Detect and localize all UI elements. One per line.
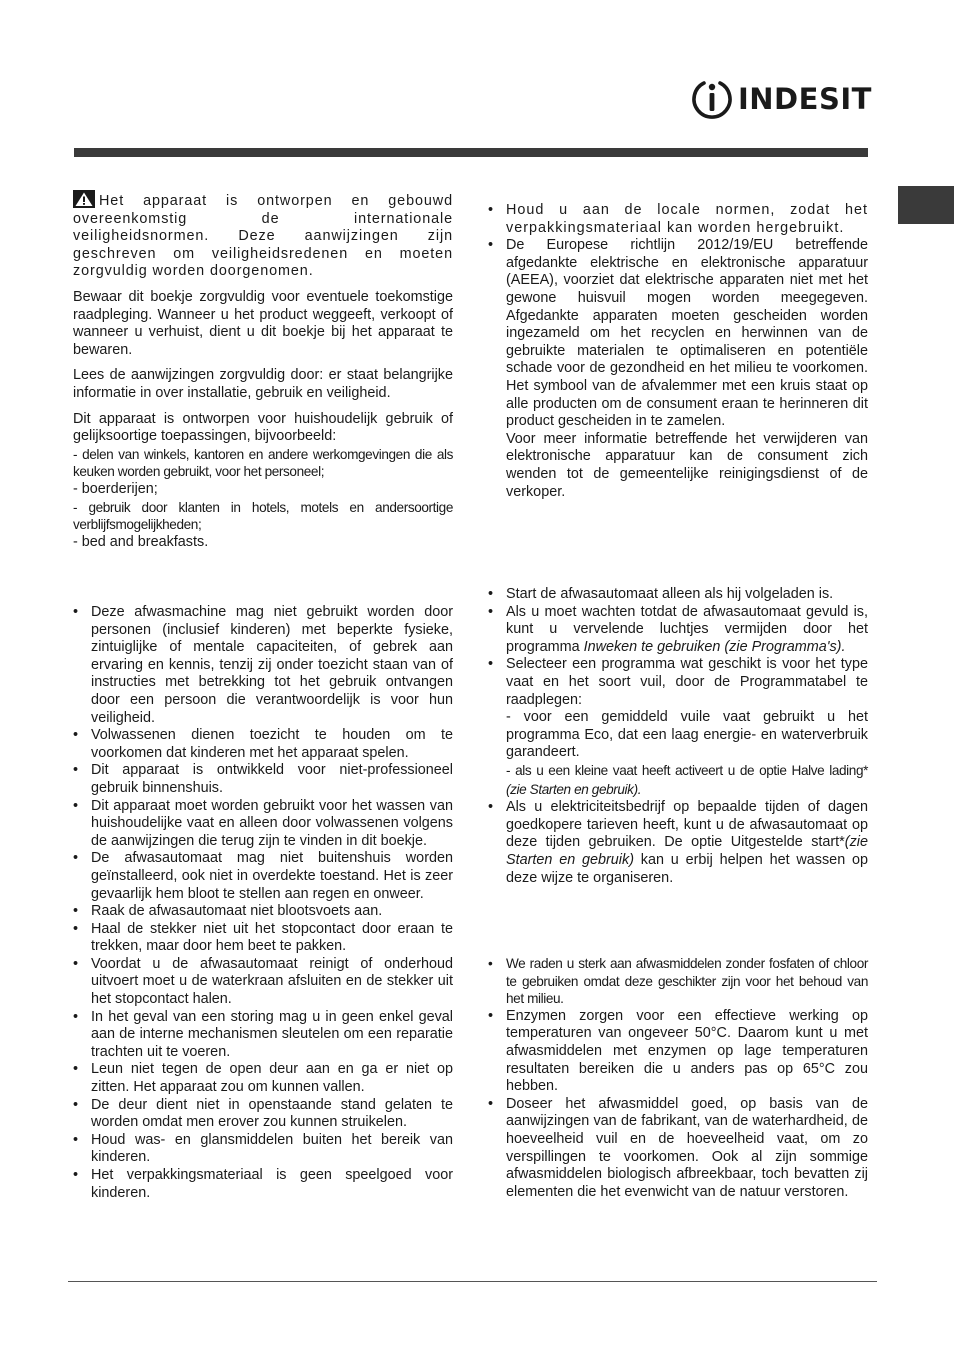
saving-text: kan u erbij helpen het wassen op deze wijze te organiseren.	[506, 851, 868, 886]
weee-text: De Europese richtlijn 2012/19/EU betreffende afgedankte elektrische en elektronische apparatuur (AEEA), voorziet dat elektrische apparaten niet met het gewone huisvuil mogen worden meegegeven. Afgedankte apparaten moeten gescheiden worden ingezameld om het recyclen en herwinnen van de gebruikte materialen te optimaliseren en potentiële schade voor de gezondheid en het milieu te voorkomen. Het symbool van de afvalemmer met een kruis staat op alle producten om de consument eraan te herinneren dit product gescheiden in te zamelen.	[506, 237, 868, 430]
disposal-item	[488, 237, 868, 501]
safety-item: • Volwassenen dienen toezicht te houden om te voorkomen dat kinderen met het apparaat spelen.	[73, 727, 453, 762]
energy-saving-list	[488, 586, 868, 887]
disposal-item: • Houd u aan de locale normen, zodat het verpakkingsmateriaal kan worden hergebruikt.	[488, 202, 868, 237]
safety-item: • De afwasautomaat mag niet buitenshuis worden geïnstalleerd, ook niet in overdekte toestand. Het is zeer gevaarlijk hem bloot te stellen aan regen en onweer.	[73, 850, 453, 903]
saving-item	[488, 799, 868, 887]
saving-sub: - voor een gemiddeld vuile vaat gebruikt u het programma Eco, dat een laag energie- en waterverbruik garandeert.	[506, 709, 868, 761]
saving-text: Als u elektriciteitsbedrijf op bepaalde tijden of dagen goedkopere tarieven heeft, kunt u de afwasautomaat op deze tijden gebruiken. De optie Uitgestelde start*	[506, 799, 868, 851]
safety-item: • De deur dient niet in openstaande stand gelaten te worden omdat men erover zou kunnen struikelen.	[73, 1097, 453, 1132]
safety-item: • Deze afwasmachine mag niet gebruikt worden door personen (inclusief kinderen) met beperkte fysieke, zintuiglijke of mentale capaciteiten, of gebrek aan ervaring en kennis, tenzij zij onder toezicht staan van of instructies met betrekking tot het gebruik ontvangen door een persoon die verantwoordelijk is voor hun veiligheid.	[73, 604, 453, 727]
read-instructions-paragraph: Lees de aanwijzingen zorgvuldig door: er staat belangrijke informatie in over installatie, gebruik en veiligheid.	[73, 367, 453, 401]
intro-paragraph	[73, 190, 453, 281]
saving-ref: (zie Starten en gebruik)	[506, 834, 868, 868]
saving-ref: (zie Starten en gebruik).	[506, 781, 642, 797]
safety-item: • In het geval van een storing mag u in geen enkel geval aan de interne mechanismen sleutelen om een reparatie trachten uit te voeren.	[73, 1009, 453, 1062]
safety-item: • Haal de stekker niet uit het stopcontact door eraan te trekken, maar door hem beet te pakken.	[73, 921, 453, 956]
detergent-section	[488, 955, 868, 1201]
detergent-item: • We raden u sterk aan afwasmiddelen zonder fosfaten of chloor te gebruiken omdat deze geschikter zijn voor het behoud van het milieu.	[488, 955, 868, 1008]
use-list-item: - gebruik door klanten in hotels, motels en andersoortige verblijfsmogelijkheden;	[73, 499, 453, 533]
saving-item	[488, 656, 868, 799]
general-info-section	[73, 190, 453, 551]
header-bar	[74, 148, 868, 157]
household-use-paragraph: Dit apparaat is ontworpen voor huishoudelijk gebruik of gelijksoortige toepassingen, bijvoorbeeld:	[73, 410, 453, 445]
safety-section	[73, 604, 453, 1202]
safety-item: • Dit apparaat is ontwikkeld voor niet-professioneel gebruik binnenshuis.	[73, 762, 453, 797]
warning-icon	[73, 190, 95, 208]
use-list-item: - delen van winkels, kantoren en andere werkomgevingen die als keuken worden gebruikt, voor het personeel;	[73, 446, 453, 480]
language-tab	[898, 186, 954, 224]
weee-more-info: Voor meer informatie betreffende het verwijderen van elektronische apparatuur kan de consument zich wenden tot de gemeentelijke reinigingsdienst of de verkoper.	[506, 430, 868, 500]
safety-item: • Raak de afwasautomaat niet blootsvoets aan.	[73, 903, 453, 921]
disposal-list	[488, 202, 868, 501]
keep-manual-paragraph: Bewaar dit boekje zorgvuldig voor eventuele toekomstige raadpleging. Wanneer u het product weggeeft, verkoopt of wanneer u verhuist, dient u dit boekje bij het apparaat te bewaren.	[73, 288, 453, 358]
detergent-list	[488, 955, 868, 1201]
saving-text: Als u moet wachten totdat de afwasautomaat gevuld is, kunt u vervelende luchtjes vermijden door het programma	[506, 603, 868, 655]
safety-item: • Dit apparaat moet worden gebruikt voor het wassen van huishoudelijke vaat en alleen door volwassenen volgens de aanwijzingen die terug zijn te vinden in dit boekje.	[73, 798, 453, 851]
detergent-item: • Enzymen zorgen voor een effectieve werking op temperaturen van ongeveer 50°C. Daarom kunt u met afwasmiddelen met enzymen op lage temperaturen resultaten bereiken die u anders pas op 65°C zou hebben.	[488, 1008, 868, 1096]
saving-item	[488, 604, 868, 657]
footer-rule	[68, 1281, 877, 1282]
safety-item: • Houd was- en glansmiddelen buiten het bereik van kinderen.	[73, 1132, 453, 1167]
saving-ref: Inweken te gebruiken (zie Programma's).	[583, 638, 846, 655]
safety-item: • Leun niet tegen de open deur aan en ga er niet op zitten. Het apparaat zou om kunnen vallen.	[73, 1061, 453, 1096]
use-list-item: - boerderijen;	[73, 480, 158, 497]
safety-item: • Voordat u de afwasautomaat reinigt of onderhoud uitvoert moet u de waterkraan afsluiten en de stekker uit het stopcontact halen.	[73, 956, 453, 1009]
safety-list	[73, 604, 453, 1202]
saving-sub: - als u een kleine vaat heeft activeert u de optie Halve lading*	[506, 762, 868, 778]
brand-logo	[690, 78, 872, 120]
detergent-item: • Doseer het afwasmiddel goed, op basis van de aanwijzingen van de fabrikant, van de waterhardheid, de hoeveelheid vuil en de hoeveelheid vaat, om zo verspillingen te voorkomen. Ook al zijn sommige afwasmiddelen biologisch afbreekbaar, toch bevatten zij elementen die het evenwicht van de natuur verstoren.	[488, 1096, 868, 1202]
safety-item: • Het verpakkingsmateriaal is geen speelgoed voor kinderen.	[73, 1167, 453, 1202]
saving-item: • Start de afwasautomaat alleen als hij volgeladen is.	[488, 586, 868, 604]
disposal-section	[488, 202, 868, 501]
energy-saving-section	[488, 586, 868, 887]
use-list-item: - bed and breakfasts.	[73, 533, 209, 550]
intro-text: Het apparaat is ontworpen en gebouwd overeenkomstig de internationale veiligheidsnormen. Deze aanwijzingen zijn geschreven om veiligheidsredenen en moeten zorgvuldig worden doorgenomen.	[73, 193, 453, 280]
saving-text: Selecteer een programma wat geschikt is voor het type vaat en het soort vuil, door de Programmatabel te raadplegen:	[506, 656, 868, 708]
brand-name: INDESIT	[738, 81, 872, 116]
indesit-emblem-icon	[690, 78, 734, 120]
